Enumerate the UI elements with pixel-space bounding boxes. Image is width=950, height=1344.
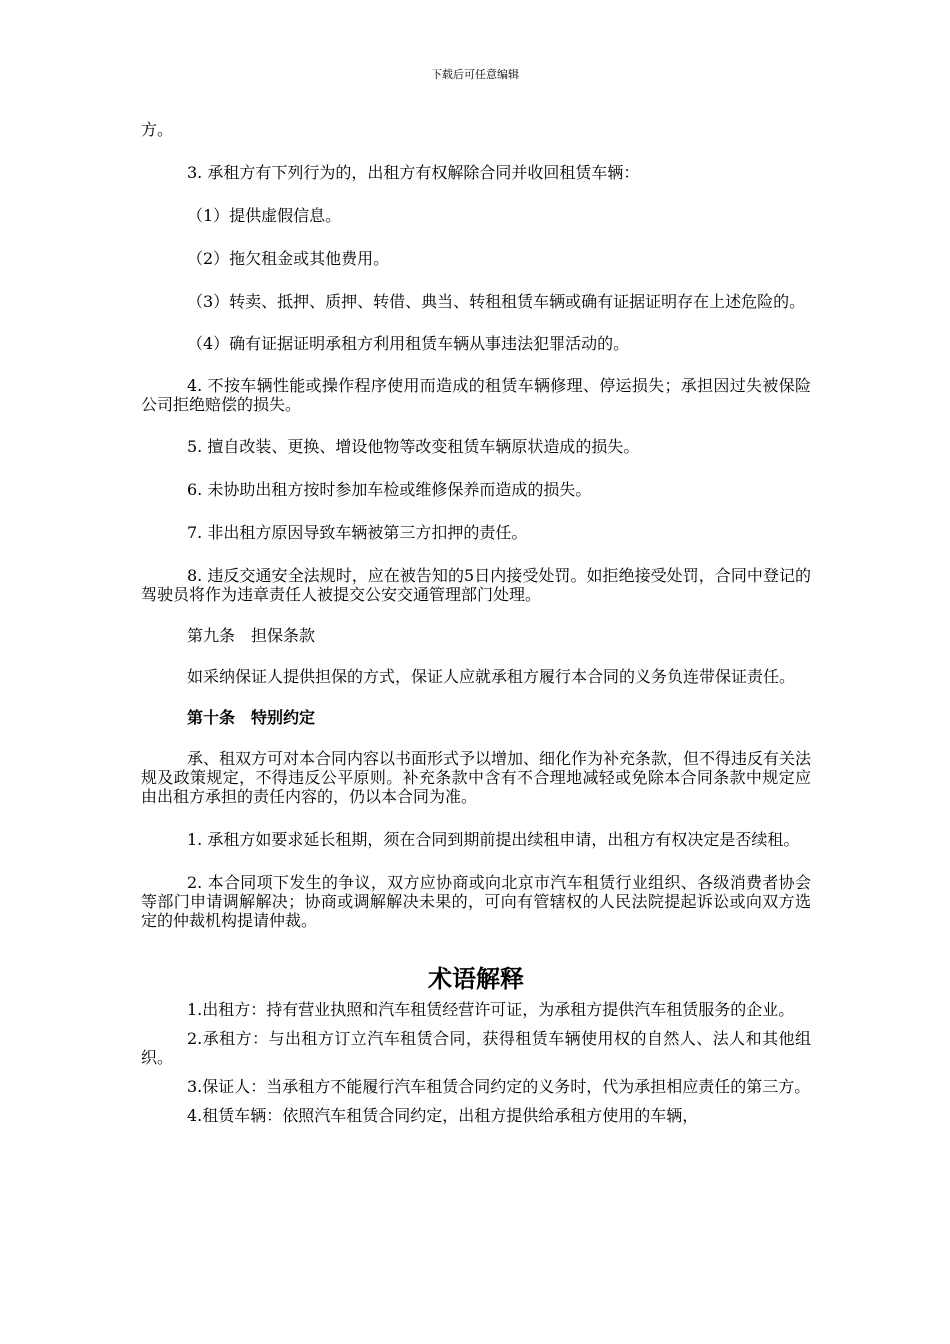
paragraph: 6. 未协助出租方按时参加车检或维修保养而造成的损失。 (187, 480, 592, 499)
paragraph: 如采纳保证人提供担保的方式，保证人应就承租方履行本合同的义务负连带保证责任。 (187, 667, 796, 686)
paragraph: （2）拖欠租金或其他费用。 (187, 249, 390, 268)
term-item: 1.出租方：持有营业执照和汽车租赁经营许可证，为承租方提供汽车租赁服务的企业。 (187, 1000, 795, 1019)
paragraph: （4）确有证据证明承租方利用租赁车辆从事违法犯罪活动的。 (187, 334, 630, 353)
term-item: 3.保证人：当承租方不能履行汽车租赁合同约定的义务时，代为承担相应责任的第三方。 (187, 1077, 811, 1096)
paragraph: 8. 违反交通安全法规时，应在被告知的5日内接受处罚。如拒绝接受处罚，合同中登记的驾驶员将作为违章责任人被提交公安交通管理部门处理。 (141, 566, 811, 604)
term-item: 2.承租方：与出租方订立汽车租赁合同，获得租赁车辆使用权的自然人、法人和其他组织。 (141, 1029, 811, 1067)
page-header: 下载后可任意编辑 (431, 68, 519, 81)
paragraph: 5. 擅自改装、更换、增设他物等改变租赁车辆原状造成的损失。 (187, 437, 640, 456)
paragraph: 3. 承租方有下列行为的，出租方有权解除合同并收回租赁车辆： (187, 163, 640, 182)
terms-heading: 术语解释 (428, 965, 524, 993)
term-item: 4.租赁车辆：依照汽车租赁合同约定，出租方提供给承租方使用的车辆， (187, 1106, 699, 1125)
document-body (141, 120, 811, 1135)
paragraph: （3）转卖、抵押、质押、转借、典当、转租租赁车辆或确有证据证明存在上述危险的。 (187, 292, 806, 311)
paragraph: 2. 本合同项下发生的争议，双方应协商或向北京市汽车租赁行业组织、各级消费者协会等部门申请调解解决；协商或调解解决未果的，可向有管辖权的人民法院提起诉讼或向双方选定的仲裁机构提请仲裁。 (141, 873, 811, 930)
paragraph: 1. 承租方如要求延长租期，须在合同到期前提出续租申请，出租方有权决定是否续租。 (187, 830, 800, 849)
section-heading: 第九条 担保条款 (187, 626, 316, 645)
terms-section (141, 964, 811, 1125)
paragraph: 方。 (141, 120, 174, 139)
paragraph: （1）提供虚假信息。 (187, 206, 342, 225)
section-heading: 第十条 特别约定 (187, 708, 316, 727)
paragraph: 承、租双方可对本合同内容以书面形式予以增加、细化作为补充条款，但不得违反有关法规及政策规定，不得违反公平原则。补充条款中含有不合理地减轻或免除本合同条款中规定应由出租方承担的责任内容的，仍以本合同为准。 (141, 749, 812, 806)
paragraph: 4. 不按车辆性能或操作程序使用而造成的租赁车辆修理、停运损失；承担因过失被保险公司拒绝赔偿的损失。 (141, 376, 811, 414)
paragraph: 7. 非出租方原因导致车辆被第三方扣押的责任。 (187, 523, 528, 542)
